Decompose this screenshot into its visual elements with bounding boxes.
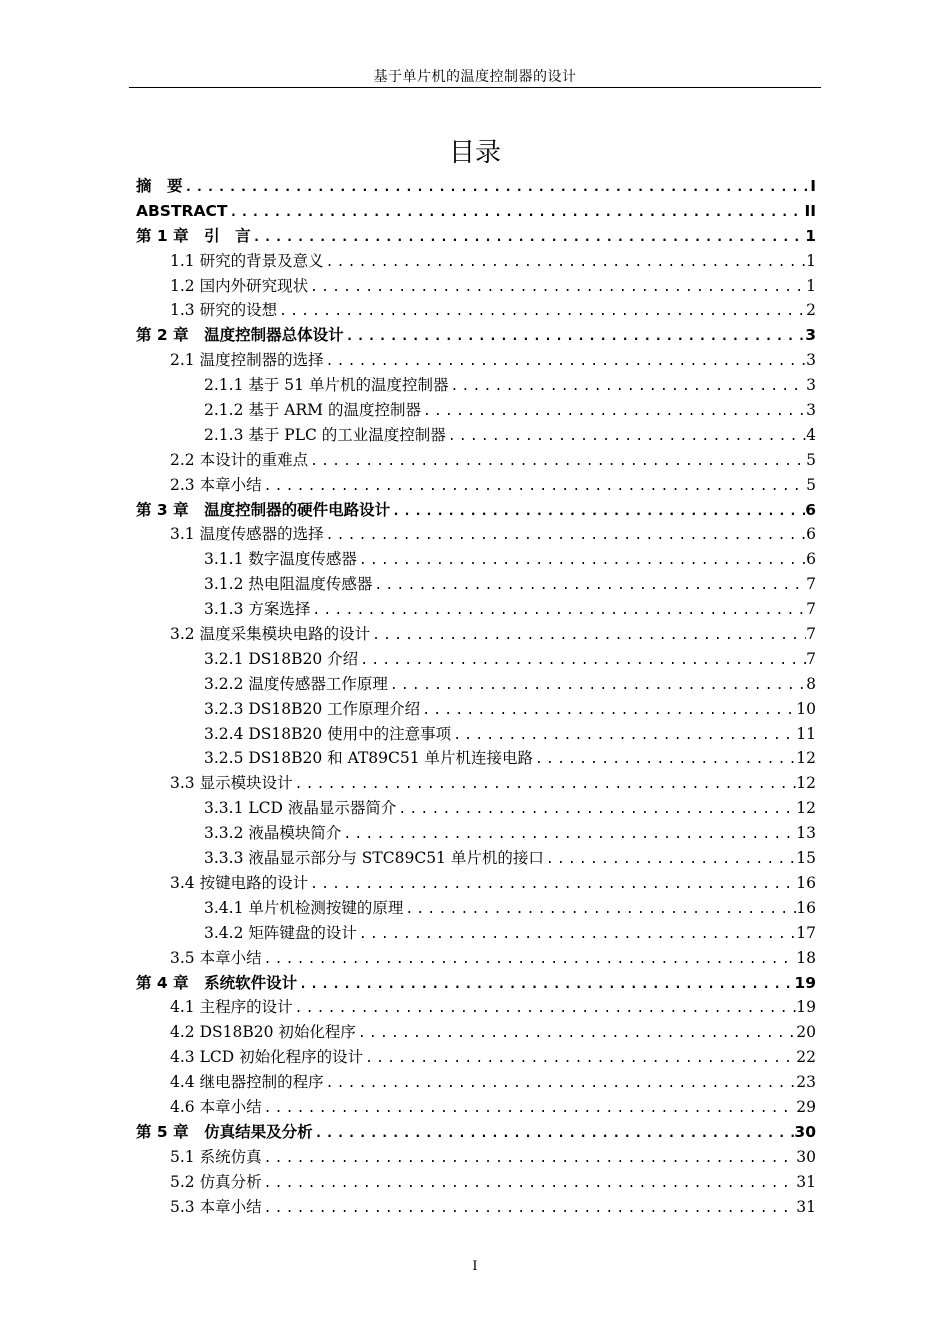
toc-entry-label: 2.1 温度控制器的选择 — [170, 351, 324, 370]
toc-entry-page: 7 — [806, 649, 816, 668]
toc-entry-page: 22 — [796, 1048, 816, 1067]
toc-subsection-entry[interactable] — [136, 722, 816, 747]
toc-subsection-entry[interactable] — [136, 896, 816, 921]
toc-entry-label: 2.3 本章小结 — [170, 475, 262, 494]
toc-entry-label: 1.3 研究的设想 — [170, 301, 278, 320]
toc-dot-leader — [358, 649, 806, 672]
toc-entry-page: 29 — [796, 1097, 816, 1116]
toc-dot-leader — [324, 1072, 797, 1095]
toc-entry-label: 4.1 主程序的设计 — [170, 998, 293, 1017]
toc-dot-leader — [251, 226, 806, 249]
toc-title: 目录 — [448, 138, 501, 168]
toc-chapter-entry[interactable] — [136, 174, 816, 199]
toc-dot-leader — [357, 923, 796, 946]
toc-dot-leader — [308, 276, 806, 299]
toc-entry-page: 20 — [796, 1023, 816, 1042]
toc-dot-leader — [446, 425, 806, 448]
toc-dot-leader — [388, 674, 806, 697]
toc-dot-leader — [308, 873, 796, 896]
toc-entry-label: 3.3.3 液晶显示部分与 STC89C51 单片机的接口 — [204, 849, 544, 868]
toc-subsection-entry[interactable] — [136, 846, 816, 871]
toc-entry-label: 4.2 DS18B20 初始化程序 — [170, 1023, 356, 1042]
toc-dot-leader — [533, 748, 796, 771]
toc-entry-page: 10 — [796, 699, 816, 718]
toc-dot-leader — [363, 1047, 796, 1070]
toc-entry-label: 第 5 章 仿真结果及分析 — [136, 1122, 313, 1141]
toc-dot-leader — [262, 1197, 797, 1220]
toc-entry-label: 摘 要 — [136, 177, 183, 195]
toc-chapter-entry[interactable] — [136, 224, 816, 249]
toc-entry-page: 12 — [796, 749, 816, 768]
toc-entry-label: 3.5 本章小结 — [170, 948, 262, 967]
toc-entry-page: 3 — [806, 351, 816, 370]
toc-section-entry[interactable] — [136, 871, 816, 896]
toc-section-entry[interactable] — [136, 473, 816, 498]
toc-entry-label: 2.1.3 基于 PLC 的工业温度控制器 — [204, 425, 446, 444]
toc-entry-page: 6 — [805, 500, 816, 519]
toc-dot-leader — [293, 773, 797, 796]
toc-entry-page: 16 — [796, 873, 816, 892]
toc-entry-page: II — [804, 201, 816, 220]
toc-dot-leader — [544, 848, 796, 871]
toc-entry-page: 1 — [806, 251, 816, 270]
toc-entry-label: 4.3 LCD 初始化程序的设计 — [170, 1048, 364, 1067]
toc-entry-label: 1.1 研究的背景及意义 — [170, 251, 324, 270]
toc-dot-leader — [183, 176, 811, 199]
toc-entry-label: 1.2 国内外研究现状 — [170, 276, 309, 295]
toc-entry-label: 第 2 章 温度控制器总体设计 — [136, 326, 344, 345]
toc-dot-leader — [227, 201, 804, 224]
toc-subsection-entry[interactable] — [136, 398, 816, 423]
toc-entry-label: 4.6 本章小结 — [170, 1097, 262, 1116]
toc-entry-label: 3.1.3 方案选择 — [204, 600, 311, 619]
toc-dot-leader — [293, 997, 797, 1020]
toc-entry-page: 15 — [796, 849, 816, 868]
toc-dot-leader — [420, 699, 796, 722]
toc-chapter-entry[interactable] — [136, 323, 816, 348]
toc-entry-page: 3 — [806, 401, 816, 420]
running-header: 基于单片机的温度控制器的设计 — [373, 69, 577, 85]
toc-dot-leader — [396, 798, 796, 821]
toc-entry-page: 1 — [806, 276, 816, 295]
toc-chapter-entry[interactable] — [136, 1120, 816, 1145]
toc-entry-page: 19 — [794, 973, 816, 992]
toc-entry-label: 3.1.2 热电阻温度传感器 — [204, 575, 373, 594]
toc-entry-label: 第 1 章 引 言 — [136, 226, 251, 245]
page-number: I — [472, 1259, 478, 1274]
toc-subsection-entry[interactable] — [136, 796, 816, 821]
toc-dot-leader — [308, 450, 806, 473]
toc-entry-page: 8 — [806, 674, 816, 693]
toc-entry-label: 3.2.4 DS18B20 使用中的注意事项 — [204, 724, 452, 743]
toc-dot-leader — [262, 1147, 797, 1170]
toc-section-entry[interactable] — [136, 249, 816, 274]
toc-section-entry[interactable] — [136, 1170, 816, 1195]
toc-dot-leader — [262, 948, 797, 971]
toc-section-entry[interactable] — [136, 1045, 816, 1070]
toc-section-entry[interactable] — [136, 1195, 816, 1220]
toc-dot-leader — [356, 1022, 796, 1045]
toc-subsection-entry[interactable] — [136, 547, 816, 572]
toc-dot-leader — [262, 1097, 797, 1120]
toc-section-entry[interactable] — [136, 1070, 816, 1095]
toc-entry-page: 31 — [796, 1197, 816, 1216]
toc-dot-leader — [313, 1122, 795, 1145]
toc-entry-label: 3.3.1 LCD 液晶显示器简介 — [204, 799, 397, 818]
toc-entry-page: 3 — [806, 376, 816, 395]
toc-section-entry[interactable] — [136, 1095, 816, 1120]
toc-dot-leader — [357, 549, 806, 572]
toc-section-entry[interactable] — [136, 522, 816, 547]
toc-entry-label: 3.4 按键电路的设计 — [170, 873, 309, 892]
toc-entry-label: 3.4.1 单片机检测按键的原理 — [204, 898, 404, 917]
toc-entry-label: 3.3.2 液晶模块简介 — [204, 824, 342, 843]
toc-dot-leader — [262, 475, 807, 498]
toc-dot-leader — [297, 973, 794, 996]
toc-subsection-entry[interactable] — [136, 921, 816, 946]
toc-section-entry[interactable] — [136, 1020, 816, 1045]
toc-entry-label: 3.2 温度采集模块电路的设计 — [170, 625, 371, 644]
toc-subsection-entry[interactable] — [136, 697, 816, 722]
toc-entry-label: 3.2.2 温度传感器工作原理 — [204, 674, 388, 693]
toc-entry-page: 19 — [796, 998, 816, 1017]
toc-entry-page: 6 — [806, 550, 816, 569]
toc-entry-page: 16 — [796, 898, 816, 917]
toc-entry-page: 5 — [806, 450, 816, 469]
toc-entry-page: 1 — [805, 226, 816, 245]
toc-subsection-entry[interactable] — [136, 746, 816, 771]
toc-entry-page: 11 — [796, 724, 816, 743]
toc-chapter-entry[interactable] — [136, 199, 816, 224]
toc-entry-label: 3.2.1 DS18B20 介绍 — [204, 649, 359, 668]
toc-dot-leader — [390, 500, 805, 523]
toc-dot-leader — [324, 524, 807, 547]
toc-entry-label: 3.2.5 DS18B20 和 AT89C51 单片机连接电路 — [204, 749, 534, 768]
toc-section-entry[interactable] — [136, 771, 816, 796]
toc-entry-page: 12 — [796, 774, 816, 793]
toc-entry-page: 12 — [796, 799, 816, 818]
toc-entry-label: 3.1.1 数字温度传感器 — [204, 550, 357, 569]
toc-entry-page: 7 — [806, 575, 816, 594]
toc-subsection-entry[interactable] — [136, 672, 816, 697]
toc-entry-label: 3.1 温度传感器的选择 — [170, 525, 324, 544]
toc-entry-label: 第 3 章 温度控制器的硬件电路设计 — [136, 500, 391, 519]
toc-section-entry[interactable] — [136, 1145, 816, 1170]
toc-entry-page: 13 — [796, 824, 816, 843]
toc-section-entry[interactable] — [136, 274, 816, 299]
toc-entry-page: 3 — [805, 326, 816, 345]
toc-entry-page: 31 — [796, 1172, 816, 1191]
toc-entry-page: I — [810, 177, 816, 195]
toc-entry-label: 2.1.1 基于 51 单片机的温度控制器 — [204, 376, 449, 395]
toc-section-entry[interactable] — [136, 448, 816, 473]
toc-subsection-entry[interactable] — [136, 597, 816, 622]
toc-dot-leader — [262, 1172, 797, 1195]
toc-entry-label: 3.4.2 矩阵键盘的设计 — [204, 923, 357, 942]
toc-entry-label: 4.4 继电器控制的程序 — [170, 1073, 324, 1092]
toc-entry-page: 17 — [796, 923, 816, 942]
toc-dot-leader — [421, 400, 806, 423]
toc-entry-label: 2.1.2 基于 ARM 的温度控制器 — [204, 401, 421, 420]
toc-entry-label: 5.3 本章小结 — [170, 1197, 262, 1216]
toc-subsection-entry[interactable] — [136, 821, 816, 846]
header-rule — [129, 87, 821, 88]
toc-dot-leader — [344, 325, 806, 348]
toc-entry-label: 5.1 系统仿真 — [170, 1147, 262, 1166]
toc-section-entry[interactable] — [136, 946, 816, 971]
toc-section-entry[interactable] — [136, 298, 816, 323]
toc-entry-label: 2.2 本设计的重难点 — [170, 450, 309, 469]
toc-entry-label: 3.3 显示模块设计 — [170, 774, 293, 793]
toc-entry-page: 5 — [806, 475, 816, 494]
toc-entry-label: 5.2 仿真分析 — [170, 1172, 262, 1191]
toc-chapter-entry[interactable] — [136, 498, 816, 523]
toc-entry-page: 7 — [806, 600, 816, 619]
toc-dot-leader — [324, 350, 807, 373]
toc-dot-leader — [341, 823, 796, 846]
toc-subsection-entry[interactable] — [136, 423, 816, 448]
toc-dot-leader — [448, 375, 806, 398]
toc-dot-leader — [277, 300, 806, 323]
toc-entry-page: 7 — [806, 625, 816, 644]
toc-entry-label: ABSTRACT — [136, 201, 228, 220]
toc-entry-page: 6 — [806, 525, 816, 544]
toc-dot-leader — [310, 599, 806, 622]
toc-chapter-entry[interactable] — [136, 971, 816, 996]
toc-entry-label: 第 4 章 系统软件设计 — [136, 973, 298, 992]
toc-entry-label: 3.2.3 DS18B20 工作原理介绍 — [204, 699, 421, 718]
toc-entry-page: 30 — [794, 1122, 816, 1141]
toc-subsection-entry[interactable] — [136, 373, 816, 398]
toc-dot-leader — [403, 898, 796, 921]
table-of-contents — [136, 174, 816, 1219]
toc-entry-page: 2 — [806, 301, 816, 320]
toc-entry-page: 18 — [796, 948, 816, 967]
toc-entry-page: 23 — [796, 1073, 816, 1092]
toc-dot-leader — [451, 724, 796, 747]
toc-dot-leader — [370, 624, 806, 647]
toc-entry-page: 30 — [796, 1147, 816, 1166]
toc-dot-leader — [324, 251, 807, 274]
toc-dot-leader — [372, 574, 806, 597]
toc-section-entry[interactable] — [136, 622, 816, 647]
toc-entry-page: 4 — [806, 425, 816, 444]
toc-subsection-entry[interactable] — [136, 572, 816, 597]
toc-section-entry[interactable] — [136, 995, 816, 1020]
toc-subsection-entry[interactable] — [136, 647, 816, 672]
toc-section-entry[interactable] — [136, 348, 816, 373]
